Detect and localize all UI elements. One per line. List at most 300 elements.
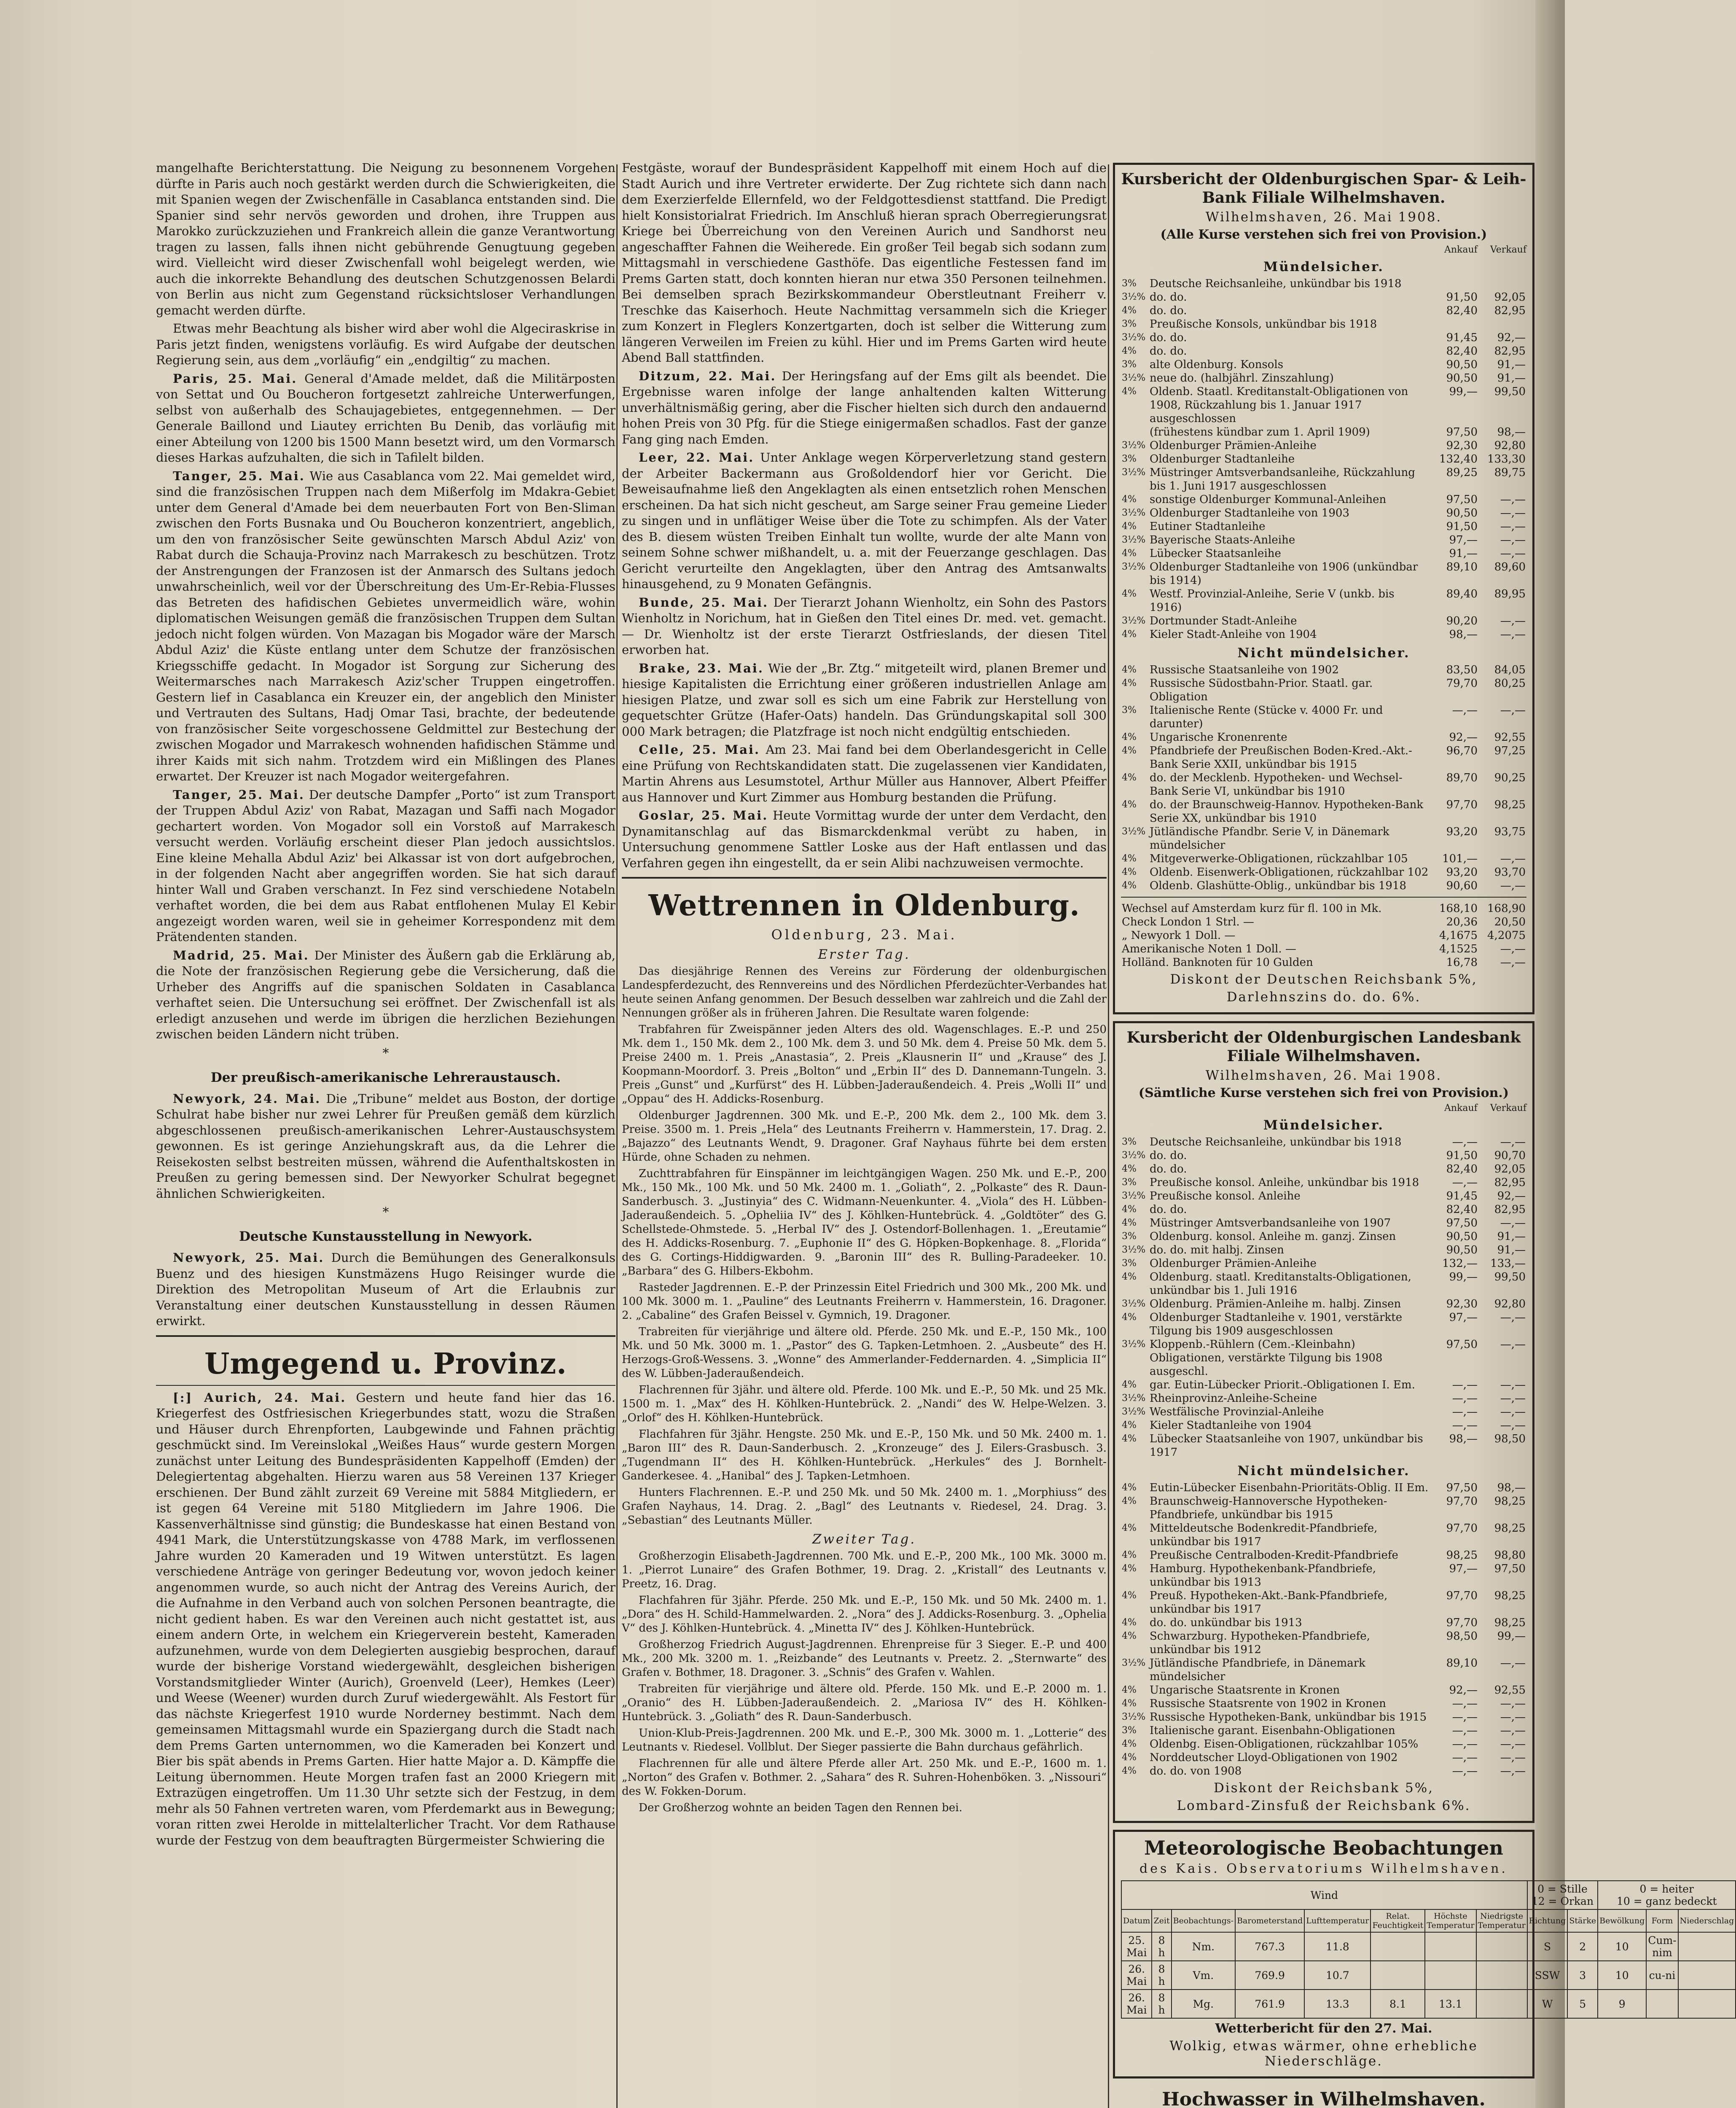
rate-percent: 4% [1122,1218,1137,1228]
rate-sell: —,— [1500,1136,1526,1148]
rate-sell: 99,50 [1494,385,1526,398]
dateline: Tanger, 25. Mai. [173,787,305,802]
rate-row [1121,1724,1526,1737]
subheading: Deutsche Kunstausstellung in Newyork. [239,1229,532,1244]
rate-row [1121,1495,1526,1522]
weather-cell: 2 [1567,1932,1598,1961]
race-entry: Union-Klub-Preis-Jagdrennen. 200 Mk. und E.-P., 300 Mk. 3000 m. 1. „Lotterie“ des Leutnants v. Riedesel. Vollblut. Der Sieger passierte die Bahn durchaus gefährlich. [622,1727,1107,1753]
rate-buy: —,— [1452,1711,1478,1724]
section-rule [156,1385,615,1386]
rate-row [1121,677,1526,704]
rate-buy: 97,50 [1446,426,1478,438]
rate-percent: 3½% [1122,440,1146,451]
rate-percent: 4% [1122,1523,1137,1533]
section-rule [622,877,1107,879]
rate-percent: 3% [1122,1725,1137,1736]
rate-buy: 97,70 [1446,1589,1478,1602]
weather-cell: SSW [1527,1961,1568,1990]
rate-column-headers [1121,245,1526,255]
race-entry: Trabreiten für vierjährige und ältere old. Pferde. 250 Mk. und E.-P., 150 Mk., 100 Mk. und 50 Mk. 3000 m. 1. „Pastor“ des G. Tapken-Letmhoen. 2. „Ausbeute“ des H. Herzogs-Groß-Wessens. 3. „Wonne“ des Ammerlander-Feddernarden. 4. „Simplicia II“ des W. Lübben-Jaderaußendeich. [622,1326,1107,1380]
rate-security: Oldenburg. konsol. Anleihe m. ganzj. Zinsen [1150,1230,1396,1243]
rate-buy: 97,70 [1446,799,1478,811]
day-heading: Zweiter Tag. [812,1532,916,1547]
rate-percent: 4% [1122,1698,1137,1709]
rate-percent: 3% [1122,1258,1137,1269]
rate-security: Wechsel auf Amsterdam kurz für fl. 100 in Mk. [1122,902,1382,915]
rate-sell: —,— [1500,1392,1526,1405]
rate-security: Jütländische Pfandbriefe, in Dänemark mündelsicher [1150,1657,1365,1683]
rate-buy: 92,— [1449,731,1478,744]
rate-sell: 92,05 [1494,1163,1526,1175]
rate-row [1121,628,1526,641]
rate-buy: 101,— [1442,852,1478,865]
rate-security: do. der Mecklenb. Hypotheken- und Wechsel-Bank Serie VI, unkündbar bis 1910 [1150,772,1403,798]
rate-row [1121,1189,1526,1203]
rate-percent: 4% [1122,1617,1137,1628]
rate-sell: —,— [1500,1697,1526,1710]
rate-row [1121,1216,1526,1230]
rate-buy: —,— [1452,704,1478,717]
weather-cell [1476,1990,1527,2018]
rate-sell: —,— [1500,628,1526,641]
rate-percent: 4% [1122,678,1137,688]
rate-percent: 3½% [1122,467,1146,478]
sell-header: Verkauf [1490,1103,1526,1113]
rate-buy: 97,50 [1446,493,1478,506]
rate-security: Oldenb. Eisenwerk-Obligationen, rückzahlbar 102 [1150,866,1429,879]
weather-row [1121,1932,1736,1961]
rate-sell: 97,25 [1494,745,1526,757]
rate-security: alte Oldenburg. Konsols [1150,358,1284,371]
rate-sell: 98,25 [1494,1616,1526,1629]
rate-sell: 89,95 [1494,588,1526,600]
rate-security: Jütländische Pfandbr. Serie V, in Dänemark mündelsicher [1150,825,1389,852]
weather-cell [1371,1932,1425,1961]
rate-percent: 4% [1122,1766,1137,1776]
rate-row [1121,879,1526,893]
rate-row [1121,956,1526,969]
report-date: Wilhelmshaven, 26. Mai 1908. [1205,210,1442,225]
dispatch-text: Der deutsche Dampfer „Porto“ ist zum Transport der Truppen Abdul Aziz' von Rabat, Mazagan und Saffi nach Mogador gechartert worden. Von Mogador soll ein Vorstoß auf Marrakesch versucht werden. Vorläufig erscheint dieser Plan jedoch aussichtslos. Eine kleine Mehalla Abdul Aziz' bei Alkassar ist von dort aufgebrochen, in der folgenden Nacht aber angegriffen worden. Sie hat sich darauf hinter Wall und Graben verschanzt. In Fez sind verschiedene Notabeln verhaftet worden, die bei dem aus Rabat entflohenen Mulay El Kebir angezeigt worden waren, weil sie in geheimer Korrespondenz mit dem Prätendenten standen. [156,787,616,944]
rate-buy: 99,— [1449,1271,1478,1283]
rate-row [1121,744,1526,771]
rate-sell: —,— [1500,879,1526,892]
race-entry: Das diesjährige Rennen des Vereins zur Förderung der oldenburgischen Landespferdezucht, des Rennvereins und des Nördlichen Pferdezüchter-Verbandes hat heute seinen Anfang genommen. Der Besuch desselben war zahlreich und die Zahl der Nennungen größer als in früheren Jahren. Die Resultate waren folgende: [622,965,1107,1019]
dispatch [156,1250,615,1329]
dispatch [156,948,615,1043]
rate-sell: —,— [1500,1724,1526,1737]
weather-cell: 13.1 [1425,1990,1476,2018]
rate-row [1121,1270,1526,1297]
rate-buy [1430,277,1478,290]
rate-buy: 98,— [1449,1433,1478,1445]
rate-buy: 97,50 [1446,1338,1478,1351]
rate-security: do. do. von 1908 [1150,1765,1242,1777]
dateline: Brake, 23. Mai. [639,661,764,675]
rate-sell: —,— [1500,1406,1526,1418]
dispatch [622,595,1107,658]
rate-sell: 98,25 [1494,799,1526,811]
rate-percent: 4% [1122,1204,1137,1215]
rate-row [1121,1589,1526,1616]
rate-security: Mitteldeutsche Bodenkredit-Pfandbriefe, unkündbar bis 1917 [1150,1522,1378,1548]
rate-percent: 3½% [1122,826,1146,837]
rate-row [1121,533,1526,547]
rate-security: Deutsche Reichsanleihe, unkündbar bis 1918 [1150,1136,1402,1148]
weather-column-header: Lufttemperatur [1304,1909,1371,1932]
rate-security: Ungarische Staatsrente in Kronen [1150,1684,1340,1697]
rate-sell: —,— [1500,1311,1526,1324]
dateline: Ditzum, 22. Mai. [639,368,777,383]
weather-cell [1425,1932,1476,1961]
rate-buy: 93,20 [1446,825,1478,838]
rate-security: Oldenbg. Eisen-Obligationen, rückzahlbar 105% [1150,1738,1419,1750]
rate-security: Braunschweig-Hannoversche Hypotheken-Pfandbriefe, unkündbar bis 1915 [1150,1495,1387,1521]
rate-row [1121,1230,1526,1243]
rate-row [1121,1737,1526,1751]
dateline: Celle, 25. Mai. [639,742,760,757]
weather-cell: 10 [1598,1932,1646,1961]
weather-column-header: Niederschlag [1678,1909,1736,1932]
paragraph: Etwas mehr Beachtung als bisher wird aber wohl die Algeciraskrise in Paris jetzt finden, wenigstens vorläufig. Es wird Aufgabe der deutschen Regierung sein, aus dem „vorläufig“ ein „endgiltig“ zu machen. [156,321,615,367]
rate-sell: 92,55 [1494,731,1526,744]
rate-security: do. do. [1150,1203,1187,1216]
rate-buy: 4,1675 [1439,929,1478,942]
rate-row [1121,1176,1526,1189]
rate-row [1121,1764,1526,1778]
rate-row [1121,506,1526,520]
rate-sell: 93,75 [1494,825,1526,838]
rate-percent: 4% [1122,1164,1137,1174]
discount-rate: Diskont der Deutschen Reichsbank 5%, [1170,972,1478,987]
dispatch [156,1390,615,1849]
rate-security: Russische Staatsrente von 1902 in Kronen [1150,1697,1386,1710]
rate-row [1121,587,1526,614]
dispatch-text: Der Heringsfang auf der Ems gilt als beendet. Die Ergebnisse waren infolge der lange anhaltenden kalten Witterung unverhältnismäßig gering, aber die Fischer hielten sich durch den andauernd hohen Preis von 30 Pfg. für die Stiege einigermaßen schadlos. Fast der ganze Fang ging nach Emden. [622,368,1107,446]
weather-cell: 26. Mai [1121,1961,1152,1990]
rate-security: Schwarzburg. Hypotheken-Pfandbriefe, unkündbar bis 1912 [1150,1630,1370,1656]
rate-buy: 82,40 [1446,304,1478,317]
rate-security: Müstringer Amtsverbandsanleihe von 1907 [1150,1217,1391,1229]
rate-sell: 98,25 [1494,1522,1526,1535]
rate-percent: 4% [1122,1739,1137,1749]
rate-row [1121,520,1526,533]
rate-buy: 90,50 [1446,372,1478,384]
rate-buy: 97,70 [1446,1616,1478,1629]
rate-row [1121,1405,1526,1419]
weather-cell [1425,1961,1476,1990]
paragraph: Festgäste, worauf der Bundespräsident Kappelhoff mit einem Hoch auf die Stadt Aurich und ihre Vertreter erwiderte. Der Zug richtete sich dann nach dem Exerzierfelde Ellernfeld, wo der Feldgottesdienst stattfand. Die Predigt hielt Konsistorialrat Friedrich. Im Anschluß hieran sprach Oberregierungsrat Kriege bei Überreichung von den Vereinen Aurich und Sandhorst neu angeschaffter Fahnen die Weiherede. Ein großer Teil begab sich sodann zum Mittagsmahl in verschiedene Gasthöfe. Das eigentliche Festessen fand im Prems Garten statt, doch konnten hieran nur etwa 350 Personen teilnehmen. Bei demselben sprach Bezirkskommandeur Oberstleutnant Freiherr v. Treschke das Kaiserhoch. Heute Nachmittag versammeln sich die Krieger zum Konzert in Fleglers Konzertgarten, doch ist selber die Witterung zum längeren Verweilen im Freien zu kühl. Hier und im Prems Garten wird heute Abend Ball stattfinden. [622,161,1107,365]
weather-title: Meteorologische Beobachtungen [1144,1836,1503,1859]
weather-cell: W [1527,1990,1568,2018]
rate-percent: 3% [1122,359,1137,370]
rate-row [1121,704,1526,731]
rate-sell [1478,277,1526,290]
rate-buy: —,— [1452,1379,1478,1391]
rate-percent: 3% [1122,454,1137,464]
rate-row [1121,425,1526,439]
rate-security: Preuß. Hypotheken-Akt.-Bank-Pfandbriefe, unkündbar bis 1917 [1150,1589,1388,1616]
rate-row [1121,1378,1526,1392]
rate-buy: 168,10 [1439,902,1478,915]
rate-percent: 4% [1122,1631,1137,1641]
dispatch-text: Heute Vormittag wurde der unter dem Verdacht, den Dynamitanschlag auf das Bismarckdenkmal verübt zu haben, in Untersuchung genommene Sattler Loske aus der Haft entlassen und das Verfahren gegen ihn eingestellt, da er sein Alibi nachzuweisen vermochte. [622,808,1107,870]
rate-sell: —,— [1500,1379,1526,1391]
rate-sell: 98,— [1497,426,1526,438]
race-entry: Rasteder Jagdrennen. E.-P. der Prinzessin Eitel Friedrich und 300 Mk., 200 Mk. und 100 Mk. 3000 m. 1. „Pauline“ des Leutnants Freiherrn v. Hammerstein, 16. Dragoner. 2. „Cabaline“ des Grafen Beissel v. Gymnich, 19. Dragoner. [622,1281,1107,1322]
rate-sell: 99,— [1497,1630,1526,1643]
section-rule [1121,897,1526,898]
dateline: [:] Aurich, 24. Mai. [173,1390,347,1405]
rate-security: Oldenb. Staatl. Kreditanstalt-Obligationen von 1908, Rückzahlung bis 1. Januar 1917 ausgeschlossen [1150,385,1408,425]
discount-rate: Diskont der Reichsbank 5%, [1213,1780,1434,1796]
dispatch-text: Der Minister des Äußern gab die Erklärung ab, die Note der französischen Regierung gebe die Versicherung, daß die Urheber des Angriffs auf die spanischen Soldaten in Casablanca verhaftet seien. Die Untersuchung sei eröffnet. Der Zwischenfall ist als erledigt anzusehen und werde im übrigen die herzlichen Beziehungen zwischen beiden Ländern nicht trüben. [156,948,615,1041]
race-entry: Flachfahren für 3jähr. Pferde. 250 Mk. und E.-P., 150 Mk. und 50 Mk. 2400 m. 1. „Dora“ des H. Schild-Hammelwarden. 2. „Nora“ des J. Addicks-Rosenburg. 3. „Ophelia V“ des J. Köhlken-Huntebrück. 4. „Minetta IV“ des J. Köhlken-Huntebrück. [622,1594,1107,1635]
rate-row [1121,331,1526,344]
rate-row [1121,1562,1526,1589]
rate-sell: —,— [1500,1217,1526,1229]
rate-sell: —,— [1500,1419,1526,1432]
rate-security: do. do. [1150,1163,1187,1175]
rate-buy: 97,50 [1446,1482,1478,1494]
rate-row [1121,1751,1526,1764]
rate-sell: 98,25 [1494,1495,1526,1508]
weather-column-header: Richtung [1527,1909,1568,1932]
rate-security: Kieler Stadtanleihe von 1904 [1150,1419,1312,1432]
rate-percent: 3½% [1122,535,1146,545]
report-date: Wilhelmshaven, 26. Mai 1908. [1205,1068,1442,1083]
rate-security: Norddeutscher Lloyd-Obligationen von 1902 [1150,1751,1398,1764]
rate-buy: 16,78 [1446,956,1478,969]
rate-percent: 3½% [1122,1393,1146,1404]
report-title: Kursbericht der Oldenburgischen Spar- & Leih-Bank Filiale Wilhelmshaven. [1121,170,1526,207]
rate-percent: 3½% [1122,508,1146,518]
rate-percent: 4% [1122,772,1137,783]
weather-cell [1678,1932,1736,1961]
rate-row [1121,547,1526,560]
weather-cell: 769.9 [1235,1961,1304,1990]
column-right [1113,160,1734,2108]
rate-sell: —,— [1500,534,1526,546]
rate-buy: —,— [1452,1176,1478,1189]
rate-security: do. der Braunschweig-Hannov. Hypotheken-Bank Serie XX, unkündbar bis 1910 [1150,799,1424,825]
rate-buy: 97,70 [1446,1495,1478,1508]
rate-row [1121,317,1526,331]
rate-row [1121,1135,1526,1149]
rate-security: Kloppenb.-Rühlern (Cem.-Kleinbahn) Obligationen, verstärkte Tilgung bis 1908 ausgeschl. [1150,1338,1383,1378]
rate-percent: 4% [1122,548,1137,559]
race-entry: Trabreiten für vierjährige und ältere old. Pferde. 150 Mk. und E.-P. 2000 m. 1. „Oranio“ des H. Lübben-Jaderaußendeich. 2. „Mariosa IV“ des H. Köhlken-Huntebrück. 3. „Goliath“ des R. Daun-Sanderbusch. [622,1683,1107,1723]
subheading: Der preußisch-amerikanische Lehreraustausch. [210,1070,561,1085]
rate-row [1121,1243,1526,1257]
section-heading: Mündelsicher. [1263,259,1384,274]
rate-percent: 3½% [1122,332,1146,343]
page-edge [1535,0,1565,2108]
rate-security: Oldenburger Stadtanleihe v. 1901, verstärkte Tilgung bis 1909 ausgeschlossen [1150,1311,1403,1337]
rate-security: Oldenburg. staatl. Kreditanstalts-Obligationen, unkündbar bis 1. Juli 1916 [1150,1271,1411,1297]
rate-sell: —,— [1500,547,1526,560]
rate-percent: 4% [1122,1272,1137,1282]
rate-row [1121,277,1526,290]
weather-legend: 0 = heiter 10 = ganz bedeckt [1598,1881,1736,1909]
rate-buy: 4,1525 [1439,943,1478,955]
weather-legend: 0 = Stille 12 = Orkan [1527,1881,1598,1909]
rate-security: Rheinprovinz-Anleihe-Scheine [1150,1392,1317,1405]
rate-security: Oldenburger Prämien-Anleihe [1150,439,1317,452]
loan-rate: Lombard-Zinsfuß der Reichsbank 6%. [1177,1798,1471,1813]
weather-cell: 8 h [1152,1990,1171,2018]
rate-security: Preußische Centralboden-Kredit-Pfandbriefe [1150,1549,1398,1562]
rate-sell: —,— [1500,943,1526,955]
rate-sell: —,— [1500,507,1526,519]
rate-row [1121,493,1526,506]
rate-percent: 3½% [1122,616,1146,626]
weather-cell: 13.3 [1304,1990,1371,2018]
weather-cell: Nm. [1172,1932,1235,1961]
weather-subtitle: des Kais. Observatoriums Wilhelmshaven. [1139,1861,1508,1876]
rate-percent: 4% [1122,305,1137,316]
rate-percent: 4% [1122,1420,1137,1430]
rate-buy: 79,70 [1446,677,1478,690]
rate-percent: 4% [1122,386,1137,397]
weather-cell: 8 h [1152,1961,1171,1990]
rate-row [1121,1710,1526,1724]
rate-sell: 90,70 [1494,1149,1526,1162]
exchange-table [1121,902,1526,969]
rate-row [1121,1149,1526,1162]
dispatch [156,468,615,785]
weather-column-header: Bewölkung [1598,1909,1646,1932]
rate-security: do. do. [1150,345,1187,358]
rate-sell: 89,60 [1494,561,1526,573]
rate-sell: 89,75 [1494,466,1526,479]
rate-sell: 82,95 [1494,1203,1526,1216]
rate-percent: 3½% [1122,292,1146,302]
rate-percent: 4% [1122,1433,1137,1444]
rate-row [1121,852,1526,866]
weather-column-header: Stärke [1567,1909,1598,1932]
rate-percent: 3½% [1122,1245,1146,1255]
weather-cell: 8.1 [1371,1990,1425,2018]
rate-sell: —,— [1500,1765,1526,1777]
dateline: Leer, 22. Mai. [639,450,755,465]
rate-buy: 97,70 [1446,1522,1478,1535]
buy-header: Ankauf [1444,1103,1478,1113]
rate-buy: 82,40 [1446,345,1478,358]
dateline: Oldenburg, 23. Mai. [771,927,957,943]
rate-row [1121,1257,1526,1270]
rate-row [1121,1683,1526,1697]
high-water-title: Hochwasser in Wilhelmshaven. [1162,2089,1486,2108]
dispatch-text: Der Tierarzt Johann Wienholtz, ein Sohn des Pastors Wienholtz in Norichum, hat in Gießen den Titel eines Dr. med. vet. gemacht. — Dr. Wienholtz ist der erste Tierarzt Ostfrieslands, der diesen Titel erworben hat. [622,595,1107,657]
section-heading: Mündelsicher. [1263,1118,1384,1133]
rate-percent: 4% [1122,1563,1137,1574]
rate-row [1121,1311,1526,1338]
rate-buy: —,— [1452,1136,1478,1148]
rate-buy: —,— [1452,1738,1478,1750]
rate-row [1121,902,1526,915]
rate-sell: 91,— [1497,1230,1526,1243]
rate-row [1121,614,1526,628]
weather-wind-label: Wind [1121,1881,1527,1909]
weather-cell: 767.3 [1235,1932,1304,1961]
rate-security: Ungarische Kronenrente [1150,731,1287,744]
report-title: Kursbericht der Oldenburgischen Landesbank Filiale Wilhelmshaven. [1126,1029,1521,1065]
rate-security: do. do. [1150,1149,1187,1162]
rate-buy [1430,317,1478,331]
weather-column-header: Höchste Temperatur [1425,1909,1476,1932]
rate-percent: 3% [1122,278,1137,289]
rate-security: Oldenburger Stadtanleihe von 1903 [1150,507,1349,519]
rate-security: Oldenburger Stadtanleihe von 1906 (unkündbar bis 1914) [1150,561,1418,587]
rate-percent: 4% [1122,1590,1137,1601]
dispatch-text: Am 23. Mai fand bei dem Oberlandesgericht in Celle eine Prüfung von Rechtskandidaten statt. Die zugelassenen vier Kandidaten, Martin Ahrens aus Lesumstotel, Arthur Müller aus Hannover, Albert Pfeiffer aus Hannover und Kurt Zimmer aus Homburg bestanden die Prüfung. [622,742,1107,804]
rate-percent: 3% [1122,1177,1137,1188]
rate-sell: —,— [1500,1657,1526,1670]
rate-sell: 91,— [1497,1244,1526,1256]
rate-sell: 92,80 [1494,1298,1526,1310]
weather-cell [1678,1961,1736,1990]
rate-percent [1121,425,1149,439]
rate-row [1121,1697,1526,1710]
rate-row [1121,1419,1526,1432]
dispatch [622,742,1107,805]
section-heading: Nicht mündelsicher. [1237,645,1410,661]
exchange-report-spar-leih-bank [1113,163,1534,1014]
rate-sell [1478,317,1526,331]
rate-sell: 91,— [1497,372,1526,384]
rate-security: Kieler Stadt-Anleihe von 1904 [1150,628,1317,641]
rate-buy: 91,50 [1446,291,1478,304]
rate-security: Preußische Konsols, unkündbar bis 1918 [1150,318,1377,331]
rate-sell: 98,— [1497,1482,1526,1494]
weather-column-header: Datum [1121,1909,1152,1932]
rate-security: Westfälische Provinzial-Anleihe [1150,1406,1324,1418]
weather-column-header: Barometerstand [1235,1909,1304,1932]
rate-buy: 20,36 [1446,916,1478,928]
rate-row [1121,915,1526,929]
rate-row [1121,1392,1526,1405]
rate-security: Pfandbriefe der Preußischen Boden-Kred.-Akt.-Bank Serie XXII, unkündbar bis 1915 [1150,745,1412,771]
rate-percent: 4% [1122,629,1137,640]
rate-sell: 93,70 [1494,866,1526,879]
rate-buy: —,— [1452,1751,1478,1764]
weather-observations [1113,1830,1734,2078]
rate-security: Eutiner Stadtanleihe [1150,520,1266,533]
rate-sell: 92,— [1497,1190,1526,1202]
rate-sell: 98,25 [1494,1589,1526,1602]
rate-buy: 89,40 [1446,588,1478,600]
rate-sell: 98,80 [1494,1549,1526,1562]
weather-legend-row [1121,1881,1736,1909]
rate-sell: 92,55 [1494,1684,1526,1697]
rate-security: Deutsche Reichsanleihe, unkündbar bis 1918 [1150,277,1402,290]
rate-security: Dortmunder Stadt-Anleihe [1150,615,1297,627]
rate-row [1121,1203,1526,1216]
rate-security: Oldenburg. Prämien-Anleihe m. halbj. Zinsen [1150,1298,1401,1310]
dateline: Bunde, 25. Mai. [639,595,769,610]
rate-buy: —,— [1452,1406,1478,1418]
rate-sell: —,— [1500,704,1526,717]
dispatch [622,368,1107,448]
rate-security: Russische Hypotheken-Bank, unkündbar bis 1915 [1150,1711,1427,1724]
weather-cell: 3 [1567,1961,1598,1990]
rate-buy: 89,10 [1446,561,1478,573]
rate-sell: —,— [1500,1711,1526,1724]
rate-buy: 91,45 [1446,1190,1478,1202]
weather-cell: 26. Mai [1121,1990,1152,2018]
weather-cell [1646,1990,1678,2018]
